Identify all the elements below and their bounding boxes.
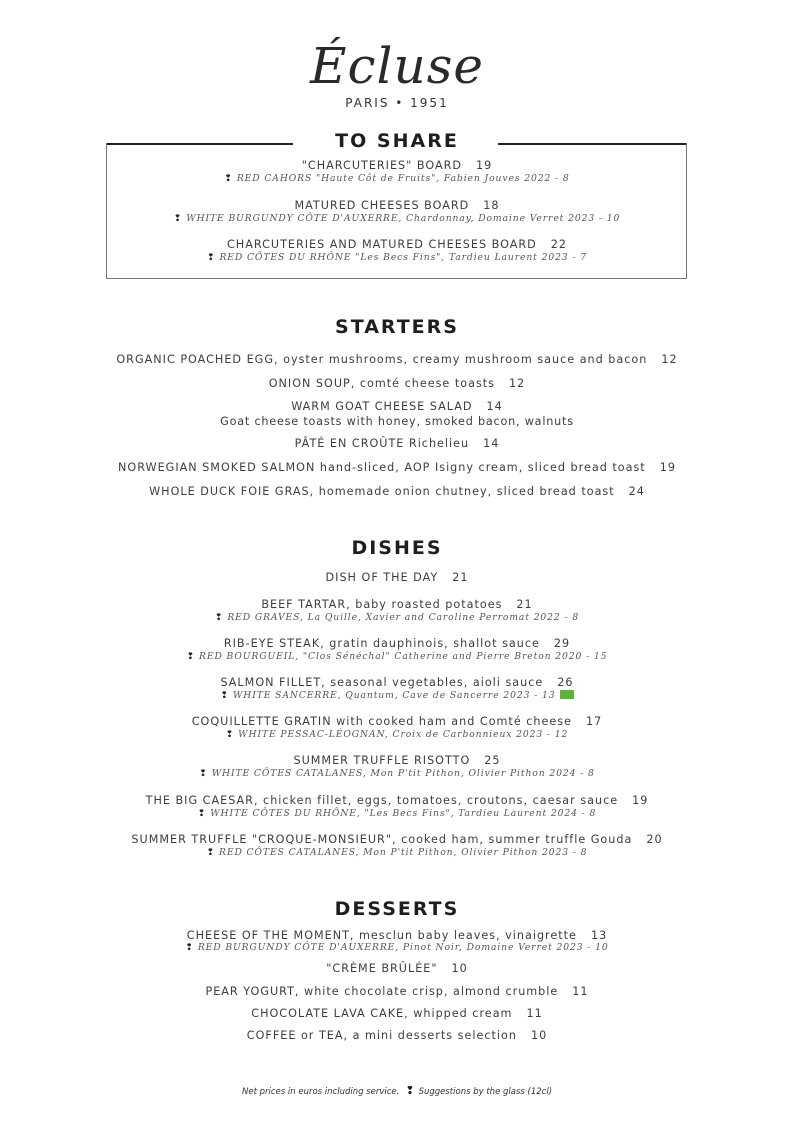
wine-suggestion: WHITE SANCERRE, Quantum, Cave de Sancerre 2023 - 13 [232, 690, 556, 701]
menu-item [0, 794, 794, 819]
item-price: 18 [483, 199, 500, 212]
item-name: "CHARCUTERIES" BOARD [301, 159, 462, 172]
item-description: Goat cheese toasts with honey, smoked bacon, walnuts [220, 415, 574, 428]
wine-glass-icon: ❢ [199, 769, 208, 779]
wine-glass-icon: ❢ [186, 652, 196, 662]
wine-suggestion: WHITE PESSAC-LÉOGNAN, Croix de Carbonnieux 2023 - 12 [238, 729, 569, 740]
wine-glass-icon: ❢ [206, 848, 216, 858]
menu-item [0, 571, 794, 584]
menu-item [0, 437, 794, 450]
item-name: MATURED CHEESES BOARD [294, 199, 470, 212]
item-price: 19 [632, 794, 649, 807]
menu-item [0, 199, 794, 224]
item-price: 24 [628, 485, 645, 498]
item-name: WHOLE DUCK FOIE GRAS, homemade onion chutney, sliced bread toast [149, 485, 615, 498]
item-name: COFFEE or TEA, a mini desserts selection [246, 1029, 517, 1042]
restaurant-logo: Écluse [310, 37, 484, 95]
section-title-to-share: TO SHARE [335, 130, 459, 152]
wine-suggestion: RED CÔTES DU RHÔNE "Les Becs Fins", Tardieu Laurent 2023 - 7 [219, 252, 587, 263]
menu-item [0, 833, 794, 858]
item-name: ORGANIC POACHED EGG, oyster mushrooms, creamy mushroom sauce and bacon [116, 353, 648, 366]
prices-note: Net prices in euros including service. [241, 1087, 400, 1097]
menu-item [0, 637, 794, 662]
item-price: 11 [526, 1007, 543, 1020]
item-name: SUMMER TRUFFLE RISOTTO [293, 754, 471, 767]
menu-item [0, 238, 794, 263]
item-name: THE BIG CAESAR, chicken fillet, eggs, tomatoes, croutons, caesar sauce [145, 794, 619, 807]
item-price: 21 [516, 598, 533, 611]
section-title-desserts: DESSERTS [334, 898, 460, 920]
wine-glass-icon: ❢ [405, 1084, 415, 1097]
item-name: COQUILLETTE GRATIN with cooked ham and Comté cheese [191, 715, 572, 728]
wine-glass-icon: ❢ [197, 809, 207, 819]
menu-item [0, 485, 794, 498]
item-price: 10 [530, 1029, 548, 1042]
item-name: CHOCOLATE LAVA CAKE, whipped cream [251, 1007, 513, 1020]
item-price: 25 [484, 754, 501, 767]
menu-item [0, 400, 794, 428]
item-price: 11 [572, 985, 589, 998]
item-price: 13 [590, 929, 608, 942]
glass-note: Suggestions by the glass (12cl) [418, 1087, 553, 1097]
item-name: SUMMER TRUFFLE "CROQUE-MONSIEUR", cooked ham, summer truffle Gouda [131, 833, 633, 846]
item-name: WARM GOAT CHEESE SALAD [291, 400, 473, 413]
item-price: 14 [483, 437, 500, 450]
item-price: 20 [646, 833, 663, 846]
item-name: PEAR YOGURT, white chocolate crisp, almond crumble [205, 985, 559, 998]
wine-suggestion: RED BURGUNDY CÔTE D'AUXERRE, Pinot Noir, Domaine Verret 2023 - 10 [197, 942, 609, 953]
wine-glass-icon: ❢ [225, 730, 235, 740]
wine-suggestion: WHITE CÔTES CATALANES, Mon P'tit Pithon, Olivier Pithon 2024 - 8 [211, 768, 595, 779]
wine-suggestion: RED CAHORS "Haute Côt de Fruits", Fabien Jouves 2022 - 8 [236, 173, 570, 184]
item-price: 29 [553, 637, 571, 650]
wine-suggestion: RED BOURGUEIL, "Clos Sénéchal" Catherine and Pierre Breton 2020 - 15 [199, 651, 608, 662]
wine-glass-icon: ❢ [224, 174, 233, 184]
wine-suggestion: RED GRAVES, La Quille, Xavier and Caroline Perromat 2022 - 8 [227, 612, 580, 623]
item-price: 14 [486, 400, 503, 413]
menu-item [0, 985, 794, 998]
menu-item [0, 159, 794, 184]
menu-item [0, 461, 794, 474]
item-name: ONION SOUP, comté cheese toasts [268, 377, 496, 390]
item-price: 12 [661, 353, 678, 366]
item-name: SALMON FILLET, seasonal vegetables, aioli sauce [220, 676, 544, 689]
wine-suggestion: WHITE CÔTES DU RHÔNE, "Les Becs Fins", Tardieu Laurent 2024 - 8 [210, 808, 597, 819]
item-price: 17 [585, 715, 603, 728]
menu-item [0, 598, 794, 623]
item-name: PÂTÉ EN CROÛTE Richelieu [294, 437, 470, 450]
footer-note [0, 1084, 794, 1097]
item-name: NORWEGIAN SMOKED SALMON hand-sliced, AOP Isigny cream, sliced bread toast [118, 461, 646, 474]
item-name: BEEF TARTAR, baby roasted potatoes [261, 598, 503, 611]
item-name: CHEESE OF THE MOMENT, mesclun baby leaves, vinaigrette [186, 929, 577, 942]
section-title-starters: STARTERS [335, 316, 459, 338]
menu-item [0, 377, 794, 390]
menu-item [0, 715, 794, 740]
menu-item [0, 962, 794, 975]
item-name: DISH OF THE DAY [325, 571, 439, 584]
tagline: PARIS • 1951 [345, 96, 449, 110]
menu-item [0, 676, 794, 701]
item-price: 19 [475, 159, 493, 172]
menu-item [0, 1007, 794, 1020]
item-price: 19 [659, 461, 676, 474]
menu-item [0, 754, 794, 779]
item-name: RIB-EYE STEAK, gratin dauphinois, shallot sauce [223, 637, 540, 650]
item-price: 26 [557, 676, 574, 689]
menu-item [0, 929, 794, 953]
item-price: 22 [550, 238, 568, 251]
item-name: "CRÈME BRÛLÉE" [326, 962, 438, 975]
wine-glass-icon: ❢ [185, 943, 194, 953]
organic-badge-icon [560, 690, 574, 699]
wine-glass-icon: ❢ [207, 253, 216, 263]
item-price: 10 [451, 962, 468, 975]
item-name: CHARCUTERIES AND MATURED CHEESES BOARD [226, 238, 537, 251]
wine-glass-icon: ❢ [220, 691, 229, 701]
item-price: 21 [452, 571, 469, 584]
wine-suggestion: RED CÔTES CATALANES, Mon P'tit Pithon, Olivier Pithon 2023 - 8 [219, 847, 588, 858]
wine-glass-icon: ❢ [214, 613, 224, 623]
menu-item [0, 1029, 794, 1042]
menu-item [0, 353, 794, 366]
wine-suggestion: WHITE BURGUNDY CÔTE D'AUXERRE, Chardonnay, Domaine Verret 2023 - 10 [186, 213, 621, 224]
wine-glass-icon: ❢ [173, 214, 183, 224]
section-title-dishes: DISHES [351, 537, 443, 559]
item-price: 12 [509, 377, 526, 390]
